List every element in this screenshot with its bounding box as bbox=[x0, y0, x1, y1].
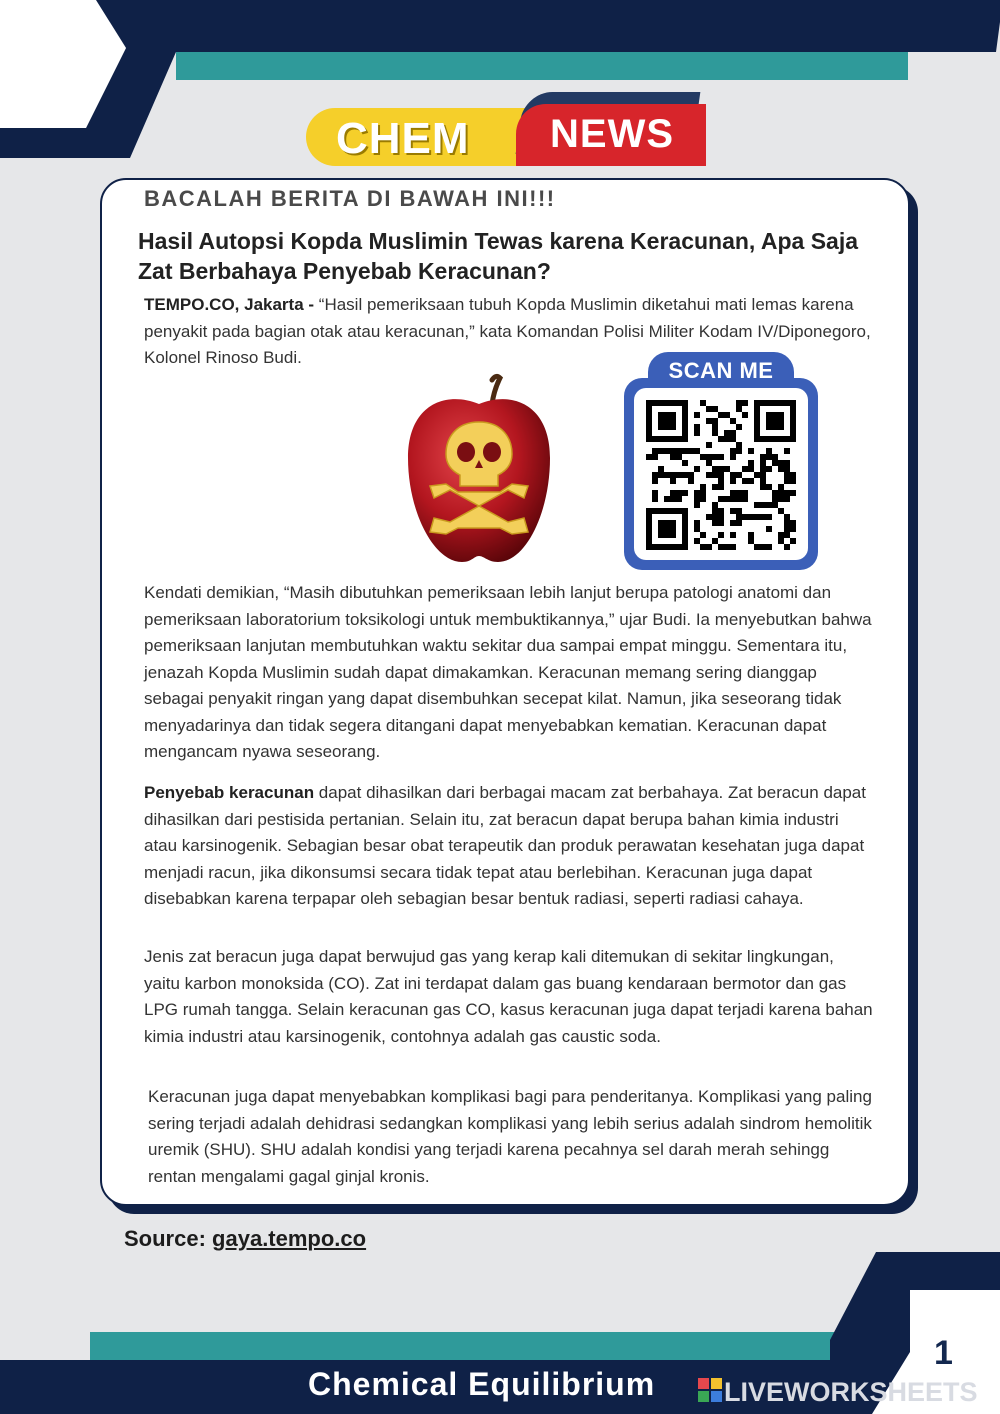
paragraph-4: Keracunan juga dapat menyebabkan komplikasi bagi para penderitanya. Komplikasi yang paling sering terjadi adalah dehidrasi sedangkan komplikasi yang lebih serius adalah sindrom hemolitik uremik (SHU). SHU adalah kondisi yang terjadi karena pecahnya sel darah merah sehingg rentan mengalami gagal ginjal kronis. bbox=[148, 1087, 872, 1186]
article-title: Hasil Autopsi Kopda Muslimin Tewas karena Keracunan, Apa Saja Zat Berbahaya Penyebab Keracunan? bbox=[138, 228, 859, 284]
source-label: Source: bbox=[124, 1226, 206, 1251]
logo-news-badge bbox=[516, 104, 706, 166]
source-link[interactable]: gaya.tempo.co bbox=[212, 1226, 367, 1251]
paragraph-2-bold: Penyebab keracunan bbox=[144, 783, 315, 802]
qr-code[interactable] bbox=[646, 400, 796, 550]
paragraph-3: Jenis zat beracun juga dapat berwujud gas yang kerap kali ditemukan di sekitar lingkungan, yaitu karbon monoksida (CO). Zat ini terdapat dalam gas buang kendaraan bermotor dan gas LPG rumah tangga. Selain keracunan gas CO, kasus keracunan juga dapat terjadi karena bahan kimia industri atau karsinogenik, contohnya adalah gas caustic soda. bbox=[144, 947, 873, 1046]
page-number: 1 bbox=[934, 1334, 953, 1372]
instruction-heading: BACALAH BERITA DI BAWAH INI!!! bbox=[144, 186, 556, 211]
logo-news-text: NEWS bbox=[550, 112, 674, 156]
paragraph-2-text: dapat dihasilkan dari berbagai macam zat berbahaya. Zat beracun dapat dihasilkan dari pestisida pertanian. Selain itu, zat beracun dapat berupa bahan kimia industri atau karsinogenik. Sebagian besar obat terapeutik dan produk perawatan kesehatan juga dapat menjadi racun, jika dikonsumsi secara tidak tepat atau berlebihan. Keracunan juga dapat disebabkan karena terpapar oleh sebagian besar bentuk radiasi, seperti radiasi cahaya. bbox=[144, 783, 866, 908]
logo-chem-text: CHEM bbox=[336, 114, 470, 163]
poison-apple-image bbox=[404, 372, 554, 567]
paragraph-1: Kendati demikian, “Masih dibutuhkan pemeriksaan lebih lanjut berupa patologi anatomi dan pemeriksaan laboratorium toksikologi untuk membuktikannya,” ujar Budi. Ia menyebutkan bahwa pemeriksaan lanjutan membutuhkan waktu sekitar dua sampai empat minggu. Sementara itu, jenazah Kopda Muslimin sudah dapat dimakamkan. Keracunan memang sering dianggap sebagai penyakit ringan yang dapat disembuhkan secepat kilat. Namun, jika seseorang tidak menyadarinya dan tidak segera ditangani dapat menyebabkan kematian. Keracunan dapat mengancam nyawa seseorang. bbox=[144, 583, 872, 761]
footer-title: Chemical Equilibrium bbox=[308, 1366, 656, 1402]
qr-label: SCAN ME bbox=[668, 358, 774, 383]
source-line bbox=[124, 1226, 366, 1252]
liveworksheets-logo-icon bbox=[698, 1378, 722, 1402]
lead-source-tag: TEMPO.CO, Jakarta - bbox=[144, 295, 315, 314]
logo-chem-badge bbox=[306, 108, 536, 166]
paragraph-2 bbox=[144, 780, 874, 913]
liveworksheets-watermark: LIVEWORKSHEETS bbox=[724, 1377, 978, 1407]
lead-text: “Hasil pemeriksaan tubuh Kopda Muslimin diketahui mati lemas karena penyakit pada bagian otak atau keracunan,” kata Komandan Polisi Militer Kodam IV/Diponegoro, Kolonel Rinoso Budi. bbox=[144, 295, 871, 367]
qr-tab bbox=[648, 352, 794, 392]
